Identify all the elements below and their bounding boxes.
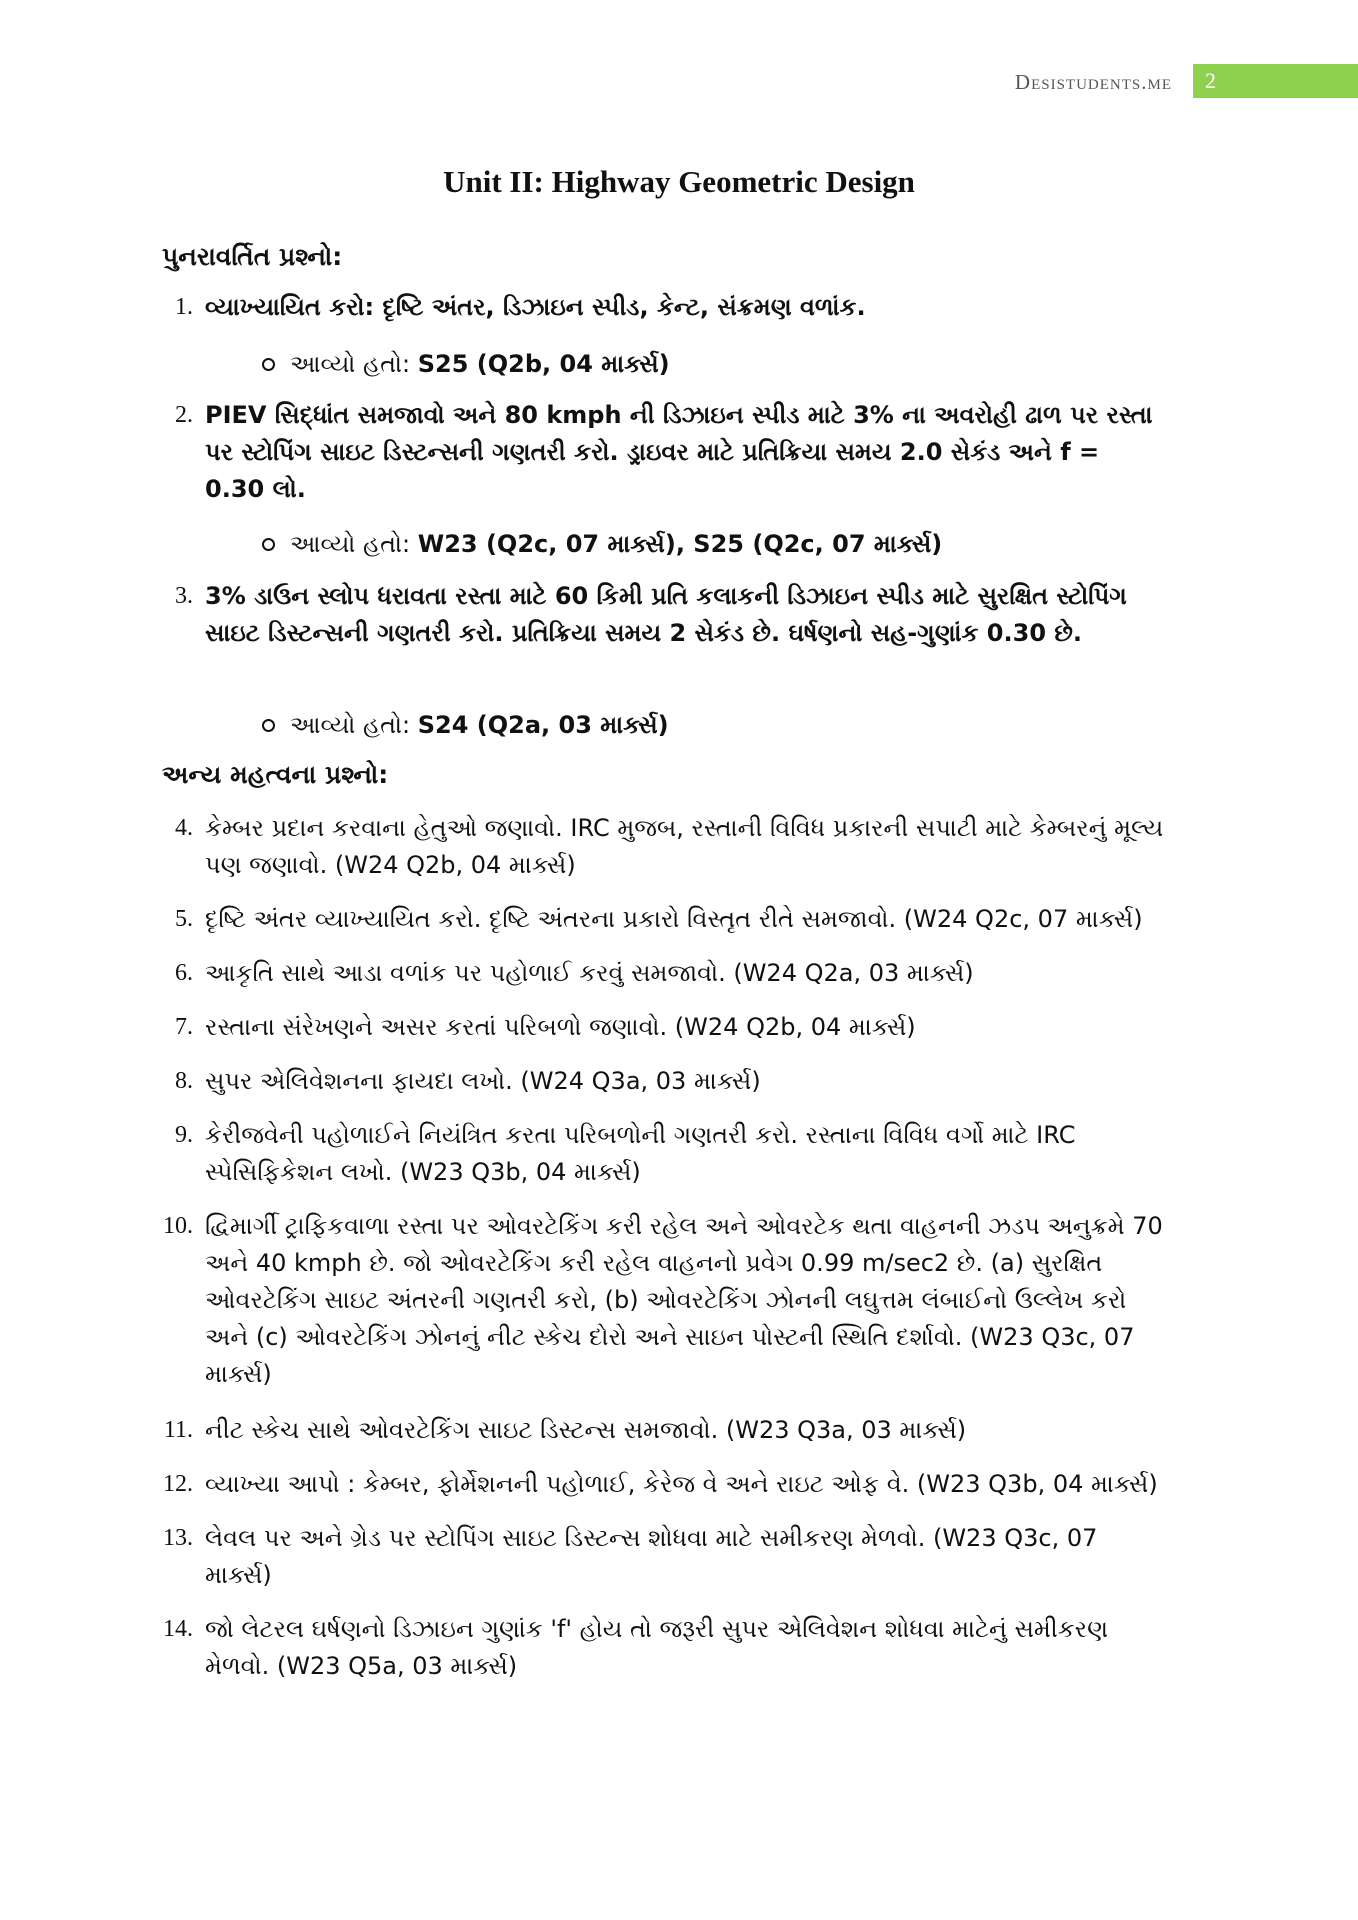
asked-line	[290, 707, 669, 744]
question-text: નીટ સ્કેચ સાથે ઓવરટેકિંગ સાઇટ ડિસ્ટન્સ સમજાવો. (W23 Q3a, 03 માર્ક્સ)	[205, 1416, 967, 1444]
asked-reference: W23 (Q2c, 07 માર્ક્સ), S25 (Q2c, 07 માર્ક્સ)	[417, 530, 943, 558]
question-item	[163, 1208, 1165, 1393]
question-text: સુપર એલિવેશનના ફાયદા લખો. (W24 Q3a, 03 માર્ક્સ)	[205, 1067, 761, 1095]
question-number: 10.	[163, 1213, 193, 1239]
page-number-badge: 2	[1193, 64, 1358, 98]
asked-reference: S24 (Q2a, 03 માર્ક્સ)	[417, 711, 669, 739]
question-number: 12.	[163, 1471, 193, 1497]
question-item	[175, 1117, 1165, 1191]
question-item	[175, 289, 1165, 326]
question-text: રસ્તાના સંરેખણને અસર કરતાં પરિબળો જણાવો. (W24 Q2b, 04 માર્ક્સ)	[205, 1013, 916, 1041]
question-number: 11.	[163, 1417, 193, 1443]
question-text: વ્યાખ્યાયિત કરો: દૃષ્ટિ અંતર, ડિઝાઇન સ્પીડ, કેન્ટ, સંક્રમણ વળાંક.	[205, 293, 866, 321]
asked-label: આવ્યો હતો:	[290, 530, 411, 558]
question-text: આકૃતિ સાથે આડા વળાંક પર પહોળાઈ કરવું સમજાવો. (W24 Q2a, 03 માર્ક્સ)	[205, 959, 974, 987]
question-text: કેરીજવેની પહોળાઈને નિયંત્રિત કરતા પરિબળોની ગણતરી કરો. રસ્તાના વિવિધ વર્ગો માટે IRC સ્પેસિફિકેશન લખો. (W23 Q3b, 04 માર્ક્સ)	[205, 1121, 1076, 1186]
question-text: દૃષ્ટિ અંતર વ્યાખ્યાયિત કરો. દૃષ્ટિ અંતરના પ્રકારો વિસ્તૃત રીતે સમજાવો. (W24 Q2c, 07 માર્ક્સ)	[205, 905, 1143, 933]
question-item	[163, 1466, 1165, 1503]
question-text: જો લેટરલ ઘર્ષણનો ડિઝાઇન ગુણાંક 'f' હોય તો જરૂરી સુપર એલિવેશન શોધવા માટેનું સમીકરણ મેળવો. (W23 Q5a, 03 માર્ક્સ)	[205, 1615, 1109, 1680]
header-site-name: Desistudents.me	[1014, 70, 1172, 94]
question-item	[175, 1009, 1165, 1046]
question-text: PIEV સિદ્ધાંત સમજાવો અને 80 kmph ની ડિઝાઇન સ્પીડ માટે 3% ના અવરોહી ઢાળ પર રસ્તા પર સ્ટોપિંગ સાઇટ ડિસ્ટન્સની ગણતરી કરો. ડ્રાઇવર માટે પ્રતિક્રિયા સમય 2.0 સેકંડ અને f = 0.30 લો.	[205, 401, 1153, 503]
question-item	[175, 1063, 1165, 1100]
question-item	[175, 955, 1165, 992]
question-item	[163, 1520, 1165, 1594]
asked-line	[290, 346, 670, 383]
asked-line	[290, 526, 942, 563]
question-text: 3% ડાઉન સ્લોપ ધરાવતા રસ્તા માટે 60 કિમી પ્રતિ કલાકની ડિઝાઇન સ્પીડ માટે સુરક્ષિત સ્ટોપિંગ સાઇટ ડિસ્ટન્સની ગણતરી કરો. પ્રતિક્રિયા સમય 2 સેકંડ છે. ઘર્ષણનો સહ-ગુણાંક 0.30 છે.	[205, 582, 1127, 647]
asked-label: આવ્યો હતો:	[290, 711, 411, 739]
question-item	[175, 578, 1165, 652]
question-item	[175, 810, 1165, 884]
question-number: 5.	[175, 906, 193, 932]
question-item	[175, 901, 1165, 938]
question-number: 7.	[175, 1014, 193, 1040]
question-text: દ્વિમાર્ગી ટ્રાફિકવાળા રસ્તા પર ઓવરટેકિંગ કરી રહેલ અને ઓવરટેક થતા વાહનની ઝડપ અનુક્રમે 70 અને 40 kmph છે. જો ઓવરટેકિંગ કરી રહેલ વાહનનો પ્રવેગ 0.99 m/sec2 છે. (a) સુરક્ષિત ઓવરટેકિંગ સાઇટ અંતરની ગણતરી કરો, (b) ઓવરટેકિંગ ઝોનની લઘુત્તમ લંબાઈનો ઉલ્લેખ કરો અને (c) ઓવરટેકિંગ ઝોનનું નીટ સ્કેચ દોરો અને સાઇન પોસ્ટની સ્થિતિ દર્શાવો. (W23 Q3c, 07 માર્ક્સ)	[205, 1212, 1163, 1388]
question-item	[175, 397, 1165, 508]
circle-bullet-icon	[262, 719, 275, 732]
circle-bullet-icon	[262, 538, 275, 551]
question-item	[163, 1611, 1165, 1685]
section-heading-repeated: પુનરાવર્તિત પ્રશ્નો:	[162, 242, 343, 271]
circle-bullet-icon	[262, 358, 275, 371]
question-text: વ્યાખ્યા આપો : કેમ્બર, ફોર્મેશનની પહોળાઈ, કેરેજ વે અને રાઇટ ઓફ વે. (W23 Q3b, 04 માર્ક્સ)	[205, 1470, 1158, 1498]
section-heading-other: અન્ય મહત્વના પ્રશ્નો:	[162, 760, 389, 789]
page-title: Unit II: Highway Geometric Design	[443, 164, 915, 199]
question-text: કેમ્બર પ્રદાન કરવાના હેતુઓ જણાવો. IRC મુજબ, રસ્તાની વિવિધ પ્રકારની સપાટી માટે કેમ્બરનું મૂલ્ય પણ જણાવો. (W24 Q2b, 04 માર્ક્સ)	[205, 814, 1164, 879]
question-number: 3.	[175, 583, 193, 609]
question-number: 14.	[163, 1616, 193, 1642]
question-number: 13.	[163, 1525, 193, 1551]
asked-label: આવ્યો હતો:	[290, 350, 411, 378]
question-number: 9.	[175, 1122, 193, 1148]
question-number: 6.	[175, 960, 193, 986]
question-number: 2.	[175, 402, 193, 428]
asked-reference: S25 (Q2b, 04 માર્ક્સ)	[417, 350, 670, 378]
question-number: 4.	[175, 815, 193, 841]
question-text: લેવલ પર અને ગ્રેડ પર સ્ટોપિંગ સાઇટ ડિસ્ટન્સ શોધવા માટે સમીકરણ મેળવો. (W23 Q3c, 07 માર્ક્સ)	[205, 1524, 1098, 1589]
question-number: 1.	[175, 294, 193, 320]
question-number: 8.	[175, 1068, 193, 1094]
question-item	[163, 1412, 1165, 1449]
